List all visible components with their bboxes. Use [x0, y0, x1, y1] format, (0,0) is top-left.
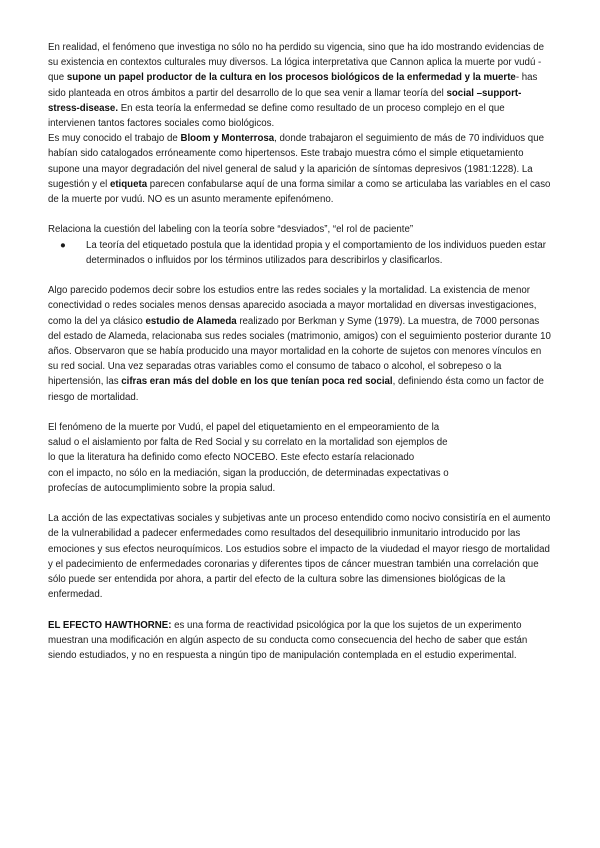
- paragraph-nocebo: [48, 420, 552, 496]
- text-span: En esta teoría la enfermedad se define como resultado de un proceso complejo en el que intervienen tantos factores sociales como biológicos.: [48, 102, 505, 130]
- text-span: - has sido planteada en otros ámbitos a partir del desarrollo de lo que sea venir a llamar teoría del: [48, 72, 538, 99]
- text-span: En realidad, el fenómeno que investiga no sólo no ha perdido su vigencia, sino que ha ido mostrando evidencias de su existencia en contextos culturales muy diversos. La lógica interpretativa que Cannon aplica la muerte por vudú -que: [48, 42, 545, 84]
- text-line: salud o el aislamiento por falta de Red Social y su correlato en la mortalidad son ejemplos de: [48, 437, 448, 449]
- paragraph-alameda: [48, 283, 552, 405]
- list-item-text: La teoría del etiquetado postula que la identidad propia y el comportamiento de los individuos pueden estar determinados o influidos por los términos utilizados para describirlos y clasificarlos.: [86, 239, 546, 266]
- bullet-icon: ●: [60, 239, 66, 251]
- text-line: lo que la literatura ha definido como efecto NOCEBO. Este efecto estaría relacionado: [48, 452, 415, 464]
- bullet-list: [48, 238, 552, 268]
- paragraph-hawthorne: [48, 618, 552, 664]
- bold-phrase: supone un papel productor de la cultura en los procesos biológicos de la enfermedad y la muerte: [66, 72, 516, 84]
- paragraph-cannon: [48, 40, 552, 131]
- bold-phrase: etiqueta: [109, 178, 148, 190]
- text-span: Algo parecido podemos decir sobre los estudios entre las redes sociales y la mortalidad. La existencia de menor conectividad o redes sociales menos densas aparecido asociada a mayor mortalidad en diversas investigaciones, como la del ya clásico: [48, 285, 537, 327]
- bold-phrase: social –support-stress-disease.: [48, 87, 522, 114]
- paragraph-expectativas: La acción de las expectativas sociales y subjetivas ante un proceso entendido como nocivo consistiría en el aumento de la vulnerabilidad a padecer enfermedades como resultados del desequilibrio inmunitario introducido por las emociones y sus efectos neuroquímicos. Los estudios sobre el impacto de la viudedad el mayor riesgo de mortalidad y el padecimiento de enfermedades coronarias y diferentes tipos de cáncer muestran también una correlación que sólo puede ser entendida por ahora, a partir del efecto de la cultura sobre las dimensiones biológicas de la enfermedad.: [48, 513, 551, 601]
- text-span: realizado por Berkman y Syme (1979). La muestra, de 7000 personas del estado de Alameda, relacionaba sus redes sociales (matrimonio, amigos) con el seguimiento posterior durante 10 años. Observaron que se había producido una mayor mortalidad en la cohorte de sujetos con menores vínculos en su red social. Una vez separadas otras variables como el consumo de tabaco o alcohol, el sobrepeso o la hipertensión, las: [48, 315, 551, 388]
- bold-phrase: estudio de Alameda: [145, 315, 237, 327]
- paragraph-labeling: Relaciona la cuestión del labeling con la teoría sobre “desviados”, “el rol de paciente”: [48, 224, 414, 236]
- text-line: con el impacto, no sólo en la mediación, sigan la producción, de determinadas expectativas o: [48, 467, 449, 479]
- text-span: , donde trabajaron el seguimiento de más de 70 individuos que habían sido catalogados erróneamente como hipertensos. Este trabajo muestra cómo el simple etiquetamiento supone una mayor degradación del nivel general de salud y la aparición de síntomas depresivos (1981:1228). La sugestión y el: [48, 133, 544, 190]
- text-line: El fenómeno de la muerte por Vudú, el papel del etiquetamiento en el empeoramiento de la: [48, 422, 440, 434]
- bold-phrase: cifras eran más del doble en los que tenían poca red social: [121, 376, 393, 388]
- text-span: parecen confabularse aquí de una forma similar a como se articulaba las variables en el caso de la muerte por vudú. NO es un asunto meramente epifenómeno.: [48, 178, 551, 206]
- bold-phrase: Bloom y Monterrosa: [180, 133, 275, 145]
- text-span: Es muy conocido el trabajo de: [48, 133, 181, 145]
- text-line: profecías de autocumplimiento sobre la propia salud.: [48, 482, 276, 494]
- paragraph-bloom: [48, 131, 552, 207]
- text-span: , definiendo ésta como un factor de riesgo de mortalidad.: [48, 376, 544, 403]
- list-item: [60, 238, 552, 268]
- bold-heading: EL EFECTO HAWTHORNE:: [48, 619, 172, 631]
- text-span: es una forma de reactividad psicológica por la que los sujetos de un experimento muestran una modificación en algún aspecto de su conducta como consecuencia del hecho de saber que están siendo estudiados, y no en respuesta a ningún tipo de manipulación contemplada en el estudio experimental.: [48, 619, 528, 662]
